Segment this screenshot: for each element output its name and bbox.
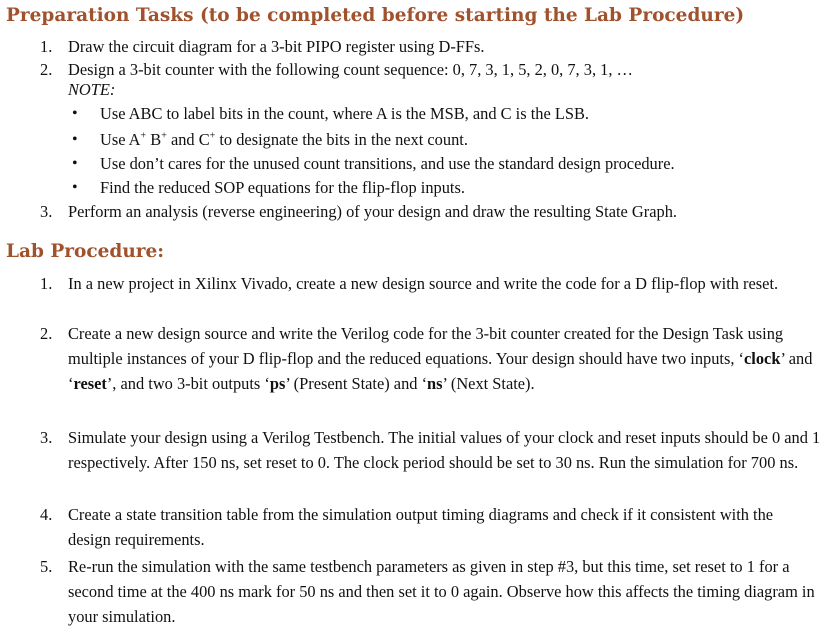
note-bullet: Use A+ B+ and C+ to designate the bits in the next count. bbox=[100, 130, 468, 149]
lab-item-number: 3. bbox=[40, 428, 53, 447]
lab-item-text: Create a new design source and write the Verilog code for the 3-bit counter created for the Design Task using multiple instances of your D flip-flop and the reduced equations. Your design should have two inputs, ‘clock’ and ‘reset’, and two 3-bit outputs ‘ps’ (Present State) and ‘ns’ (Next State). bbox=[68, 324, 813, 393]
note-bullet: Find the reduced SOP equations for the flip-flop inputs. bbox=[100, 178, 465, 197]
bullet-icon: • bbox=[72, 131, 78, 148]
note-label: NOTE: bbox=[68, 80, 116, 99]
lab-item-text: Simulate your design using a Verilog Testbench. The initial values of your clock and reset inputs should be 0 and 1 respectively. After 150 ns, set reset to 0. The clock period should be set to 30 ns. Run the simulation for 700 ns. bbox=[68, 428, 821, 472]
lab-item-number: 2. bbox=[40, 324, 53, 343]
lab-item-text: Create a state transition table from the simulation output timing diagrams and check if it consistent with the design requirements. bbox=[68, 505, 774, 549]
bullet-icon: • bbox=[72, 179, 78, 196]
lab-item-text: Re-run the simulation with the same testbench parameters as given in step #3, but this time, set reset to 1 for a second time at the 400 ns mark for 50 ns and then set it to 0 again. Observe how this affects the timing diagram in your simulation. bbox=[68, 557, 815, 626]
prep-item-number: 1. bbox=[40, 37, 53, 56]
lab-item-number: 1. bbox=[40, 274, 53, 293]
bullet-icon: • bbox=[72, 155, 78, 172]
bullet-icon: • bbox=[72, 105, 78, 122]
preparation-heading: Preparation Tasks (to be completed before starting the Lab Procedure) bbox=[6, 5, 745, 26]
note-bullet: Use don’t cares for the unused count transitions, and use the standard design procedure. bbox=[100, 154, 675, 173]
lab-item-number: 5. bbox=[40, 557, 53, 576]
prep-item-number: 3. bbox=[40, 202, 53, 221]
lab-item-number: 4. bbox=[40, 505, 53, 524]
prep-item-text: Design a 3-bit counter with the following count sequence: 0, 7, 3, 1, 5, 2, 0, 7, 3, 1, … bbox=[68, 60, 633, 79]
prep-item-number: 2. bbox=[40, 60, 53, 79]
prep-item-text: Perform an analysis (reverse engineering) of your design and draw the resulting State Graph. bbox=[68, 202, 677, 221]
lab-item-text: In a new project in Xilinx Vivado, create a new design source and write the code for a D flip-flop with reset. bbox=[68, 274, 779, 293]
prep-item-text: Draw the circuit diagram for a 3-bit PIPO register using D-FFs. bbox=[68, 37, 485, 56]
note-bullet: Use ABC to label bits in the count, where A is the MSB, and C is the LSB. bbox=[100, 104, 589, 123]
lab-procedure-heading: Lab Procedure: bbox=[6, 241, 165, 262]
